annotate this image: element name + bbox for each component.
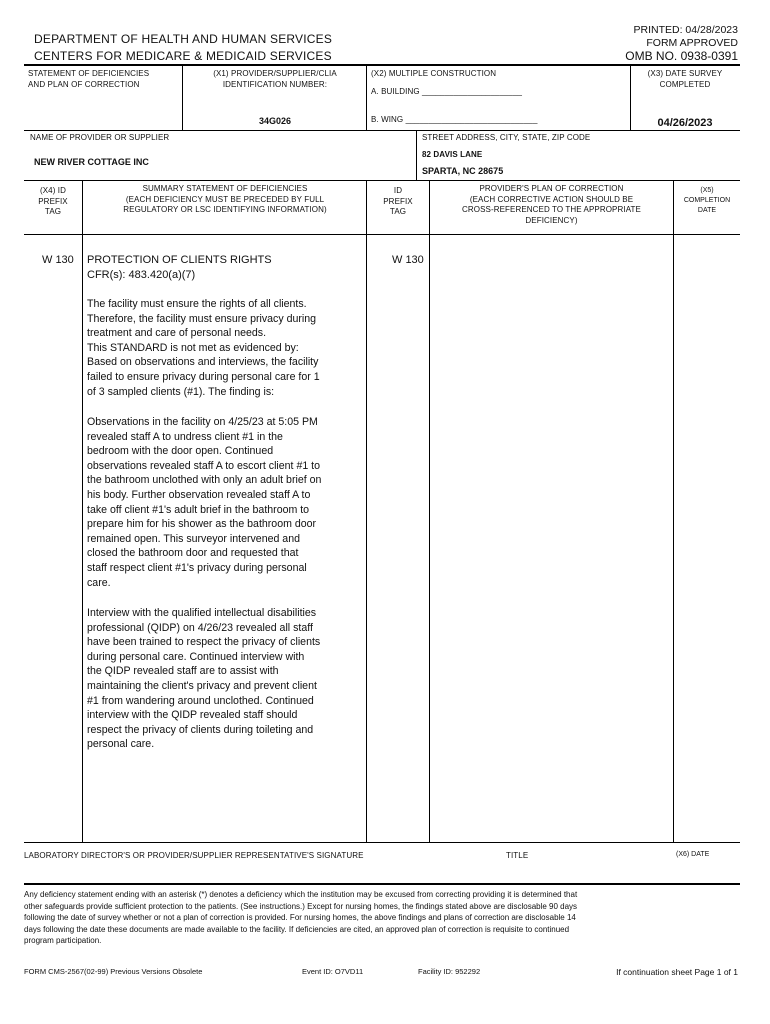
deficiency-paragraph-3: Interview with the qualified intellectual disabilities professional (QIDP) on 4/26/23 revealed all staff have been trained to respect the privacy of clients during personal care. Continued interview with the QIDP revealed staff are to assist with maintaining the client's privacy and prevent client #1 from wandering around unclothed. Continued interview with the QIDP revealed staff should respect the privacy of clients during toileting and personal care. [87,607,321,751]
printed-date: PRINTED: 04/28/2023 [633,24,738,36]
facility-id: Facility ID: 952292 [418,967,481,976]
column-header-bottom [24,234,740,235]
building-label: A. BUILDING ______________________ [371,87,523,96]
deficiency-title: PROTECTION OF CLIENTS RIGHTS CFR(s): 483.420(a)(7) [87,254,272,281]
x2-label: (X2) MULTIPLE CONSTRUCTION [371,69,497,78]
date-label: (X6) DATE [676,851,710,858]
event-id: Event ID: O7VD11 [302,967,364,976]
form-approved: FORM APPROVED [646,37,738,49]
deficiency-tag: W 130 [42,254,74,266]
top-box-bottom [24,130,740,131]
body-bottom-border [24,842,740,843]
top-border [24,64,740,66]
plan-header: PROVIDER'S PLAN OF CORRECTION (EACH CORRECTIVE ACTION SHOULD BE CROSS-REFERENCED TO THE APPROPRIATE DEFICIENCY) [462,184,641,225]
provider-name: NEW RIVER COTTAGE INC [34,157,149,167]
clia-number: 34G026 [258,116,292,126]
summary-header: SUMMARY STATEMENT OF DEFICIENCIES (EACH DEFICIENCY MUST BE PRECEDED BY FULL REGULATORY OR LSC IDENTIFYING INFORMATION) [123,184,327,214]
id-prefix-tag: W 130 [392,254,424,266]
form-number: FORM CMS-2567(02-99) Previous Versions Obsolete [24,967,203,976]
omb-number: OMB NO. 0938-0391 [625,49,738,63]
survey-completed-date: 04/26/2023 [657,117,713,129]
x1-label: (X1) PROVIDER/SUPPLIER/CLIA IDENTIFICATION NUMBER: [213,69,337,89]
x5-header: (X5) COMPLETION DATE [683,187,731,214]
disclosure-footnote: Any deficiency statement ending with an asterisk (*) denotes a deficiency which the institution may be excused from correcting providing it is determined that other safeguards provide sufficient protection to the patients. (See instructions.) Except for nursing homes, the findings stated above are disclosable 90 days following the date of survey whether or not a plan of correction is provided. For nursing homes, the above findings and plans of correction are disclosable 14 days following the date these documents are made available to the facility. If deficiencies are cited, an approved plan of correction is requisite to continued program participation. [24,890,578,945]
provider-name-label: NAME OF PROVIDER OR SUPPLIER [30,133,170,142]
city-state-zip: SPARTA, NC 28675 [422,166,504,176]
x3-label: (X3) DATE SURVEY COMPLETED [647,69,723,89]
signature-bottom-border [24,883,740,885]
statement-label: STATEMENT OF DEFICIENCIES AND PLAN OF CORRECTION [28,69,150,89]
deficiency-paragraph-1: The facility must ensure the rights of all clients. Therefore, the facility must ensure privacy during treatment and care of personal needs. This STANDARD is not met as evidenced by: Based on observations and interviews, the facility failed to ensure privacy during personal care for 1 of 3 sampled clients (#1). The finding is: [87,298,320,398]
x4-header: (X4) ID PREFIX TAG [38,186,68,216]
title-label: TITLE [506,851,529,860]
address-label: STREET ADDRESS, CITY, STATE, ZIP CODE [422,133,591,142]
wing-label: B. WING _____________________________ [371,115,538,124]
provider-row-bottom [24,180,740,181]
deficiency-paragraph-2: Observations in the facility on 4/25/23 at 5:05 PM revealed staff A to undress client #1 in the bedroom with the door open. Continued observations revealed staff A to escort client #1 to the bathroom unclothed with only an adult brief on his body. Further observation revealed staff A to take off client #1's adult brief in the bathroom to prepare him for his shower as the bathroom door remained open. This surveyor intervened and closed the bathroom door and requested that staff respect client #1's privacy during personal care. [87,416,322,589]
department-name: DEPARTMENT OF HEALTH AND HUMAN SERVICES [34,32,333,46]
id-header: ID PREFIX TAG [383,186,413,216]
page-number: If continuation sheet Page 1 of 1 [616,967,738,977]
agency-name: CENTERS FOR MEDICARE & MEDICAID SERVICES [34,49,332,63]
street-address: 82 DAVIS LANE [422,150,483,159]
signature-label: LABORATORY DIRECTOR'S OR PROVIDER/SUPPLIER REPRESENTATIVE'S SIGNATURE [24,851,364,860]
